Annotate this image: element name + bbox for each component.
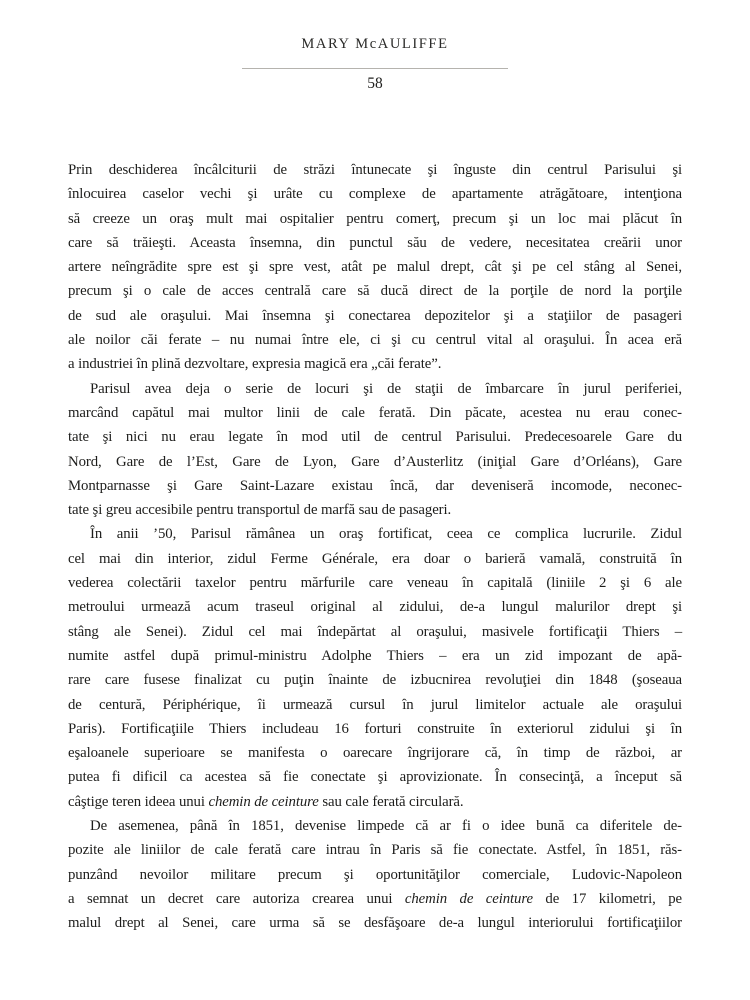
- text-segment: pozite ale liniilor de cale ferată care intrau în Paris să fie conectate. Astfel, în 1851, răs-: [68, 842, 682, 859]
- text-line: [68, 644, 682, 668]
- text-line: [68, 522, 682, 546]
- text-segment: marcând capătul mai multor linii de cale ferată. Din păcate, acestea nu erau conec-: [68, 404, 682, 421]
- text-segment: sau cale ferată circulară.: [318, 793, 464, 810]
- text-line: [68, 182, 682, 206]
- text-line: [68, 911, 682, 935]
- text-segment: Montparnasse şi Gare Saint-Lazare existau încă, dar deveniseră incomode, neconec-: [68, 477, 682, 494]
- text-line: [68, 547, 682, 571]
- text-segment: Nord, Gare de l’Est, Gare de Lyon, Gare d’Austerlitz (iniţial Gare d’Orléans), Gare: [68, 453, 682, 470]
- text-line: [68, 304, 682, 328]
- text-segment: cel mai din interior, zidul Ferme Générale, era doar o barieră vamală, construită în: [68, 550, 682, 567]
- text-segment: care să trăieşti. Aceasta însemna, din punctul său de vedere, necesitatea creării unor: [68, 234, 682, 251]
- text-segment: Paris). Fortificaţiile Thiers includeau 16 forturi construite în exteriorul zidului şi în: [68, 720, 682, 737]
- text-segment: În anii ’50, Parisul rămânea un oraş fortificat, ceea ce complica lucrurile. Zidul: [90, 526, 682, 543]
- text-segment: tate şi greu accesibile pentru transportul de marfă sau de pasageri.: [68, 502, 452, 519]
- text-segment: a semnat un decret care autoriza crearea unui: [68, 890, 405, 907]
- text-line: [68, 158, 682, 182]
- text-segment: numite astfel după primul-ministru Adolphe Thiers – era un zid impozant de apă-: [68, 647, 682, 664]
- text-line: [68, 377, 682, 401]
- text-segment: de sud ale oraşului. Mai însemna şi conectarea depozitelor şi a staţiilor de pasageri: [68, 307, 682, 324]
- text-line: [68, 352, 682, 376]
- body-text: [68, 158, 682, 936]
- text-segment: să creeze un oraş mult mai ospitalier pentru comerţ, precum şi un loc mai plăcut în: [68, 210, 682, 227]
- text-line: [68, 717, 682, 741]
- text-segment: a industriei în plină dezvoltare, expresia magică era „căi ferate”.: [68, 356, 442, 373]
- text-line: [68, 838, 682, 862]
- italic-text-segment: chemin de ceinture: [208, 793, 319, 810]
- text-line: [68, 474, 682, 498]
- text-line: [68, 863, 682, 887]
- running-header: MARY McAULIFFE: [301, 36, 449, 52]
- text-line: [68, 450, 682, 474]
- text-line: [68, 668, 682, 692]
- text-segment: stâng ale Senei). Zidul cel mai îndepărtat al oraşului, masivele fortificaţii Thiers –: [68, 623, 682, 640]
- text-segment: de centură, Périphérique, îi urmează cursul în jurul limitelor actuale ale oraşului: [68, 696, 682, 713]
- text-segment: malul drept al Senei, care urma să se desfăşoare de-a lungul interiorului fortificaţiilor: [68, 915, 682, 932]
- text-segment: punzând nevoilor militare precum şi oportunităţilor comerciale, Ludovic-Napoleon: [68, 866, 682, 883]
- text-segment: vederea colectării taxelor pentru mărfurile care veneau în capitală (liniile 2 şi 6 ale: [68, 575, 682, 592]
- text-segment: putea fi dificil ca acestea să fie conectate şi aprovizionate. În consecinţă, a început să: [68, 769, 682, 786]
- text-line: [68, 814, 682, 838]
- text-line: [68, 255, 682, 279]
- text-line: [68, 765, 682, 789]
- header-rule: [242, 68, 508, 69]
- text-line: [68, 207, 682, 231]
- text-segment: rare care fusese finalizat cu puţin înainte de izbucnirea revoluţiei din 1848 (şoseaua: [68, 672, 682, 689]
- italic-text-segment: chemin de ceinture: [404, 890, 533, 907]
- page-number: 58: [367, 75, 383, 92]
- text-line: [68, 231, 682, 255]
- text-segment: Parisul avea deja o serie de locuri şi de staţii de îmbarcare în jurul periferiei,: [90, 380, 682, 397]
- text-segment: de 17 kilometri, pe: [532, 890, 682, 907]
- text-segment: câştige teren ideea unui: [68, 793, 209, 810]
- text-line: [68, 790, 682, 814]
- text-line: [68, 887, 682, 911]
- text-segment: artere neîngrădite spre est şi spre vest, atât pe malul drept, cât şi pe cel stâng al Senei,: [68, 259, 682, 276]
- text-segment: De asemenea, până în 1851, devenise limpede că ar fi o idee bună ca diferitele de-: [90, 818, 682, 835]
- text-segment: ale noilor căi ferate – nu numai între ele, ci şi cu centrul vital al oraşului. În acea eră: [68, 332, 682, 349]
- text-line: [68, 425, 682, 449]
- text-line: [68, 693, 682, 717]
- text-line: [68, 741, 682, 765]
- text-segment: metroului urmează acum traseul original al zidului, de-a lungul malurilor drept şi: [68, 599, 682, 616]
- text-line: [68, 571, 682, 595]
- text-line: [68, 620, 682, 644]
- text-line: [68, 401, 682, 425]
- text-line: [68, 498, 682, 522]
- text-segment: precum şi o cale de acces centrală care să ducă direct de la porţile de nord la porţile: [68, 283, 682, 300]
- text-segment: tate şi nici nu erau legate în mod util de centrul Parisului. Predecesoarele Gare du: [68, 429, 682, 446]
- text-line: [68, 595, 682, 619]
- text-line: [68, 279, 682, 303]
- text-segment: înlocuirea caselor vechi şi urâte cu complexe de apartamente atrăgătoare, intenţiona: [68, 186, 682, 203]
- text-line: [68, 328, 682, 352]
- text-segment: Prin deschiderea încâlciturii de străzi întunecate şi înguste din centrul Parisului şi: [68, 162, 682, 178]
- text-segment: eşaloanele superioare se manifesta o oarecare îngrijorare că, în timp de război, ar: [68, 745, 682, 762]
